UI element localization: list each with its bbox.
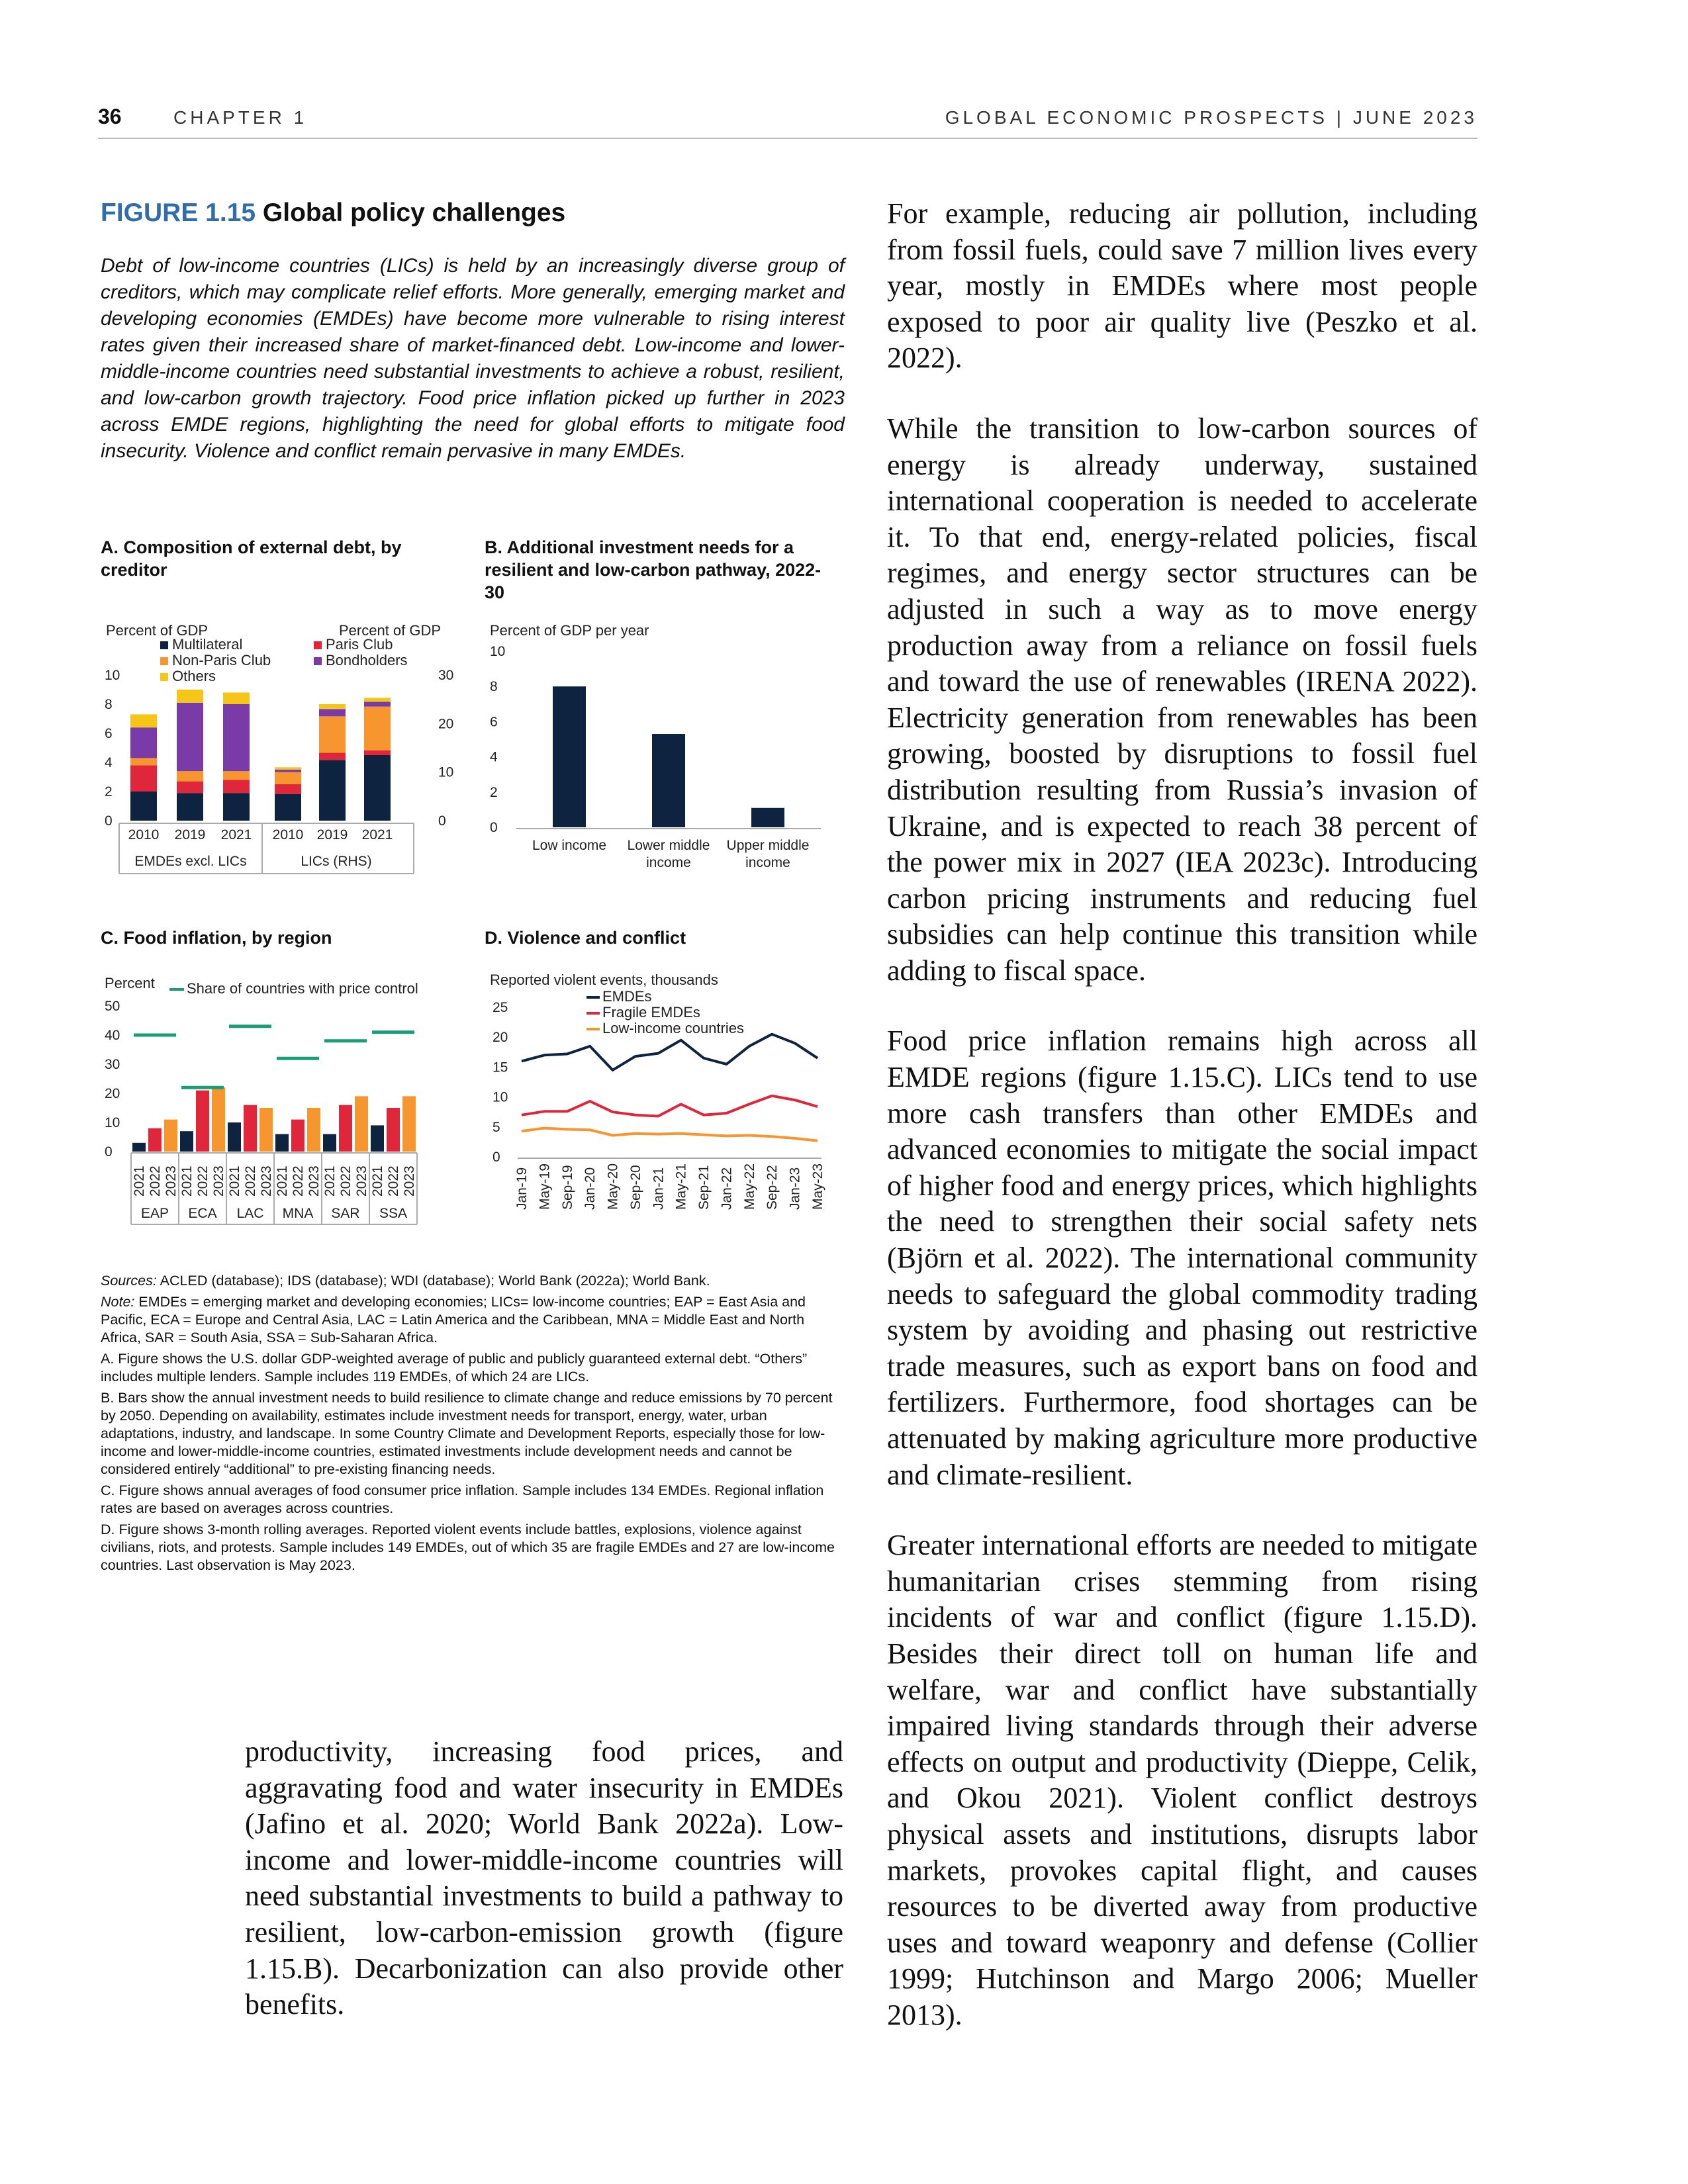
- y-tick-left: 0: [105, 813, 113, 829]
- x-tick-label: 2021: [361, 827, 393, 842]
- x-tick-label: 2023: [211, 1165, 226, 1197]
- legend-label: EMDEs: [602, 988, 652, 1005]
- bar-2023: [259, 1108, 273, 1152]
- panel-a-title: A. Composition of external debt, by creditor: [101, 537, 402, 580]
- x-tick-label: 2023: [259, 1165, 274, 1197]
- figure-title: [101, 199, 565, 228]
- bar-paris-club: [275, 784, 301, 794]
- bar-2022: [196, 1091, 209, 1152]
- bar-non-paris-club: [130, 758, 157, 765]
- bar-2022: [339, 1105, 352, 1152]
- x-tick-label: 2021: [275, 1165, 290, 1197]
- region-label: MNA: [282, 1206, 314, 1221]
- body-column-left: [245, 1734, 843, 2058]
- panel-a-unit-left: Percent of GDP: [106, 622, 209, 639]
- y-tick: 15: [492, 1060, 508, 1075]
- legend-line-swatch: [169, 988, 184, 991]
- bar-non-paris-club: [319, 716, 346, 752]
- x-tick-label: 2023: [164, 1165, 179, 1197]
- panel-c-title: C. Food inflation, by region: [101, 928, 332, 948]
- y-tick: 50: [105, 999, 120, 1014]
- bar-2022: [387, 1108, 400, 1152]
- x-tick-label: 2021: [132, 1165, 147, 1197]
- bar: [652, 734, 685, 827]
- body-paragraph: Greater international efforts are needed to mitigate humanitarian crises stemming from rising incidents of war and conflict (figure 1.15.D). Besides their direct toll on human life and welfare, war and conflict have substantially impaired living standards through their adverse effects on output and productivity (Dieppe, Celik, and Okou 2021). Violent conflict destroys physical assets and institutions, disrupts labor markets, provokes capital flight, and causes resources to be diverted away from productive uses and toward weaponry and defense (Collier 1999; Hutchinson and Margo 2006; Mueller 2013).: [887, 1529, 1477, 2031]
- note-d: D. Figure shows 3-month rolling averages. Reported violent events include battles, explosions, violence against civilians, riots, and protests. Sample includes 149 EMDEs, out of which 35 are fragile EMDEs and 27 are low-income countries. Last observation is May 2023.: [101, 1522, 835, 1573]
- group-label: LICs (RHS): [301, 854, 372, 869]
- bar-bondholders: [177, 703, 203, 771]
- bar-2021: [275, 1134, 289, 1152]
- sources-label: Sources:: [101, 1273, 157, 1289]
- x-tick-label: Sep-19: [559, 1165, 575, 1210]
- bar-non-paris-club: [275, 772, 301, 784]
- y-tick-right: 30: [438, 668, 454, 683]
- group-label: EMDEs excl. LICs: [134, 854, 247, 869]
- bar-multilateral: [130, 792, 157, 821]
- panel-d-unit: Reported violent events, thousands: [490, 972, 718, 988]
- legend-item: [314, 637, 408, 653]
- region-label: EAP: [140, 1206, 169, 1221]
- bar-others: [223, 692, 250, 704]
- chart-b: [483, 635, 827, 887]
- bar-paris-club: [223, 780, 250, 793]
- body-column-right: [887, 196, 1477, 2034]
- x-tick-label: Sep-21: [696, 1165, 712, 1210]
- x-tick-label: 2023: [354, 1165, 369, 1197]
- legend-label: Non-Paris Club: [172, 652, 271, 668]
- legend-label: Multilateral: [172, 636, 243, 653]
- bar-paris-club: [364, 751, 391, 755]
- body-paragraph: Food price inflation remains high across all EMDE regions (figure 1.15.C). LICs tend to use more cash transfers than other EMDEs and advanced economies to mitigate the social impact of higher food and energy prices, which highlights the need to strengthen their social safety nets (Björn et al. 2022). The international community needs to safeguard the global commodity trading system by avoiding and phasing out restrictive trade measures, such as export bans on food and fertilizers. Furthermore, food shortages can be attenuated by making agriculture more productive and climate-resilient.: [887, 1024, 1477, 1491]
- bar-2023: [164, 1120, 177, 1152]
- bar-2023: [402, 1096, 416, 1152]
- y-tick: 0: [105, 1144, 113, 1160]
- x-tick-label: 2022: [243, 1165, 258, 1197]
- x-tick-label: 2022: [386, 1165, 401, 1197]
- y-tick: 30: [105, 1057, 120, 1072]
- x-tick-label: May-21: [673, 1163, 689, 1210]
- bar-2021: [180, 1131, 193, 1152]
- chart-d: [483, 993, 841, 1244]
- region-label: SSA: [379, 1206, 408, 1221]
- legend-item: [160, 637, 271, 653]
- x-tick-label: 2023: [306, 1165, 322, 1197]
- body-paragraph: While the transition to low-carbon sources of energy is already underway, sustained international cooperation is needed to accelerate it. To that end, energy-related policies, fiscal regimes, and energy sector structures can be adjusted in such a way as to move energy production away from a reliance on fossil fuels and toward the use of renewables (IRENA 2022). Electricity generation from renewables has been growing, boosted by disruptions to fossil fuel distribution resulting from Russia’s invasion of Ukraine, and is expected to reach 38 percent of the power mix in 2027 (IEA 2023c). Introducing carbon pricing instruments and reducing fuel subsidies can help continue this transition while adding to fiscal space.: [887, 412, 1477, 987]
- bar-paris-club: [319, 752, 346, 760]
- panel-a-unit-right: Percent of GDP: [339, 622, 442, 639]
- x-tick-label: Jan-23: [787, 1167, 803, 1210]
- y-tick: 10: [105, 1115, 120, 1130]
- y-tick: 2: [490, 784, 498, 800]
- region-label: LAC: [236, 1206, 264, 1221]
- figure-title-text: Global policy challenges: [262, 199, 566, 227]
- note-text: EMDEs = emerging market and developing economies; LICs= low-income countries; EAP = East Asia and Pacific, ECA = Europe and Central Asia, LAC = Latin America and the Caribbean, MNA = Middle East and North Africa, SAR = South Asia, SSA = Sub-Saharan Africa.: [101, 1294, 806, 1345]
- y-tick: 40: [105, 1028, 120, 1043]
- x-tick-label: 2021: [227, 1165, 242, 1197]
- body-paragraph: For example, reducing air pollution, including from fossil fuels, could save 7 million lives every year, mostly in EMDEs where most people exposed to poor air quality live (Peszko et al. 2022).: [887, 197, 1477, 375]
- general-note: [101, 1293, 845, 1347]
- bar-2023: [355, 1096, 368, 1152]
- panel-c-unit: Percent: [105, 975, 155, 991]
- bar-2021: [323, 1134, 336, 1152]
- panel-b-title: B. Additional investment needs for a resilient and low-carbon pathway, 2022-30: [485, 537, 821, 602]
- y-tick-left: 2: [105, 784, 113, 799]
- bar-2022: [148, 1128, 162, 1152]
- legend-swatch: [314, 641, 322, 649]
- bar-non-paris-club: [364, 707, 391, 751]
- x-tick-label: May-19: [537, 1163, 553, 1210]
- note-c: C. Figure shows annual averages of food consumer price inflation. Sample includes 134 EMDEs. Regional inflation rates are based on averages across countries.: [101, 1482, 824, 1516]
- x-tick-label: 2019: [316, 827, 348, 842]
- bar-multilateral: [223, 793, 250, 821]
- x-tick-label: Lower middle: [627, 838, 710, 853]
- x-tick-label: May-22: [741, 1163, 757, 1210]
- x-tick-label: 2021: [322, 1165, 338, 1197]
- y-tick: 0: [492, 1150, 500, 1165]
- chart-c: [99, 993, 470, 1244]
- legend-swatch: [160, 641, 168, 649]
- bar-bondholders: [319, 709, 346, 716]
- x-tick-label: Low income: [532, 838, 607, 853]
- x-tick-label: income: [646, 855, 691, 870]
- y-tick-right: 20: [438, 716, 454, 732]
- bar-2022: [244, 1105, 257, 1152]
- x-tick-label: 2022: [291, 1165, 306, 1197]
- body-paragraph: productivity, increasing food prices, and aggravating food and water insecurity in EMDEs (Jafino et al. 2020; World Bank 2022a). Low-income and lower-middle-income countries will need substantial investments to build a pathway to resilient, low-carbon-emission growth (figure 1.15.B). Decarbonization can also provide other benefits.: [245, 1735, 843, 2021]
- bar-multilateral: [275, 794, 301, 821]
- figure-notes: [101, 1272, 845, 1578]
- legend-label: Paris Club: [326, 636, 393, 653]
- bar: [553, 686, 586, 827]
- y-tick-left: 10: [105, 668, 120, 683]
- x-tick-label: Jan-22: [719, 1167, 735, 1210]
- bar-bondholders: [364, 702, 391, 706]
- series-line-low-income-countries: [522, 1128, 818, 1141]
- series-line-emdes: [522, 1034, 818, 1070]
- x-tick-label: Jan-20: [583, 1167, 598, 1210]
- y-tick: 20: [492, 1030, 508, 1046]
- bar-2021: [132, 1143, 146, 1152]
- y-tick: 25: [492, 1000, 508, 1015]
- bar-bondholders: [275, 770, 301, 772]
- publication-title: GLOBAL ECONOMIC PROSPECTS | JUNE 2023: [945, 107, 1477, 128]
- bar-multilateral: [319, 760, 346, 821]
- x-tick-label: 2022: [195, 1165, 211, 1197]
- y-tick-left: 4: [105, 755, 113, 770]
- bar-2023: [212, 1087, 225, 1152]
- series-line-fragile-emdes: [522, 1096, 818, 1116]
- bar-others: [364, 698, 391, 702]
- sources-text: ACLED (database); IDS (database); WDI (database); World Bank (2022a); World Bank.: [160, 1273, 710, 1289]
- bar-others: [275, 767, 301, 770]
- bar-2022: [291, 1120, 305, 1152]
- legend-label: Share of countries with price control: [187, 980, 418, 997]
- figure-intro: Debt of low-income countries (LICs) is held by an increasingly diverse group of creditors, which may complicate relief efforts. More generally, emerging market and developing economies (EMDEs) have become more vulnerable to rising interest rates given their increased share of market-financed debt. Low-income and lower-middle-income countries need substantial investments to achieve a robust, resilient, and low-carbon growth trajectory. Food price inflation picked up further in 2023 across EMDE regions, highlighting the need for global efforts to mitigate food insecurity. Violence and conflict remain pervasive in many EMDEs.: [101, 255, 845, 462]
- y-tick-right: 0: [438, 813, 446, 829]
- legend-label: Others: [172, 668, 216, 684]
- bar-bondholders: [223, 704, 250, 771]
- x-tick-label: 2022: [338, 1165, 353, 1197]
- legend-label: Fragile EMDEs: [602, 1004, 700, 1021]
- x-tick-label: 2021: [220, 827, 252, 842]
- bar-2021: [371, 1125, 384, 1152]
- note-a: A. Figure shows the U.S. dollar GDP-weighted average of public and publicly guaranteed external debt. “Others” includes multiple lenders. Sample includes 119 EMDEs, of which 24 are LICs.: [101, 1351, 808, 1385]
- page-number: 36: [98, 105, 122, 128]
- y-tick-left: 8: [105, 697, 113, 712]
- region-label: SAR: [331, 1206, 360, 1221]
- bar-paris-club: [130, 765, 157, 792]
- bar-paris-club: [177, 782, 203, 794]
- x-tick-label: Sep-22: [765, 1165, 780, 1210]
- y-tick-right: 10: [438, 764, 454, 780]
- bar: [751, 808, 784, 827]
- bar-2021: [228, 1122, 241, 1152]
- figure-number: FIGURE 1.15: [101, 199, 256, 227]
- x-tick-label: Jan-21: [651, 1167, 667, 1210]
- note-b: B. Bars show the annual investment needs to build resilience to climate change and reduce emissions by 70 percent by 2050. Depending on availability, estimates include investment needs for transport, energy, water, urban adaptations, industry, and landscape. In some Country Climate and Development Reports, especially those for low-income and lower-middle-income countries, estimated investments include development needs and cannot be considered entirely “additional” to pre-existing financing needs.: [101, 1390, 833, 1477]
- x-tick-label: Jan-19: [514, 1167, 530, 1210]
- header-rule: [98, 138, 1477, 139]
- sources-note: [101, 1272, 845, 1290]
- x-tick-label: 2019: [174, 827, 206, 842]
- x-tick-label: May-20: [605, 1163, 621, 1210]
- legend-label: Low-income countries: [602, 1020, 744, 1036]
- x-tick-label: 2022: [148, 1165, 163, 1197]
- bar-multilateral: [364, 755, 391, 821]
- y-tick: 4: [490, 749, 498, 765]
- y-tick: 10: [490, 644, 506, 659]
- bar-multilateral: [177, 793, 203, 821]
- x-tick-label: May-23: [810, 1163, 825, 1210]
- bar-non-paris-club: [177, 771, 203, 781]
- chapter-label: CHAPTER 1: [173, 107, 308, 128]
- y-tick: 6: [490, 714, 498, 730]
- x-tick-label: Sep-20: [628, 1165, 643, 1210]
- x-tick-label: 2010: [272, 827, 304, 842]
- x-tick-label: 2023: [402, 1165, 417, 1197]
- bar-others: [319, 704, 346, 709]
- bar-others: [177, 690, 203, 703]
- bar-others: [130, 714, 157, 727]
- chart-a: [99, 655, 470, 887]
- y-tick: 20: [105, 1086, 120, 1101]
- region-label: ECA: [188, 1206, 217, 1221]
- bar-2023: [307, 1108, 320, 1152]
- y-tick: 5: [492, 1119, 500, 1135]
- bar-bondholders: [130, 727, 157, 758]
- x-tick-label: 2021: [370, 1165, 385, 1197]
- x-tick-label: 2021: [179, 1165, 195, 1197]
- x-tick-label: 2010: [128, 827, 160, 842]
- panel-b-unit: Percent of GDP per year: [490, 622, 649, 639]
- bar-non-paris-club: [223, 771, 250, 780]
- y-tick: 10: [492, 1089, 508, 1105]
- y-tick: 8: [490, 679, 498, 695]
- note-label: Note:: [101, 1294, 135, 1310]
- y-tick-left: 6: [105, 726, 113, 741]
- x-tick-label: Upper middle: [726, 838, 810, 853]
- panel-d-title: D. Violence and conflict: [485, 928, 686, 948]
- x-tick-label: income: [745, 855, 790, 870]
- legend-label: Bondholders: [326, 652, 408, 668]
- y-tick: 0: [490, 820, 498, 835]
